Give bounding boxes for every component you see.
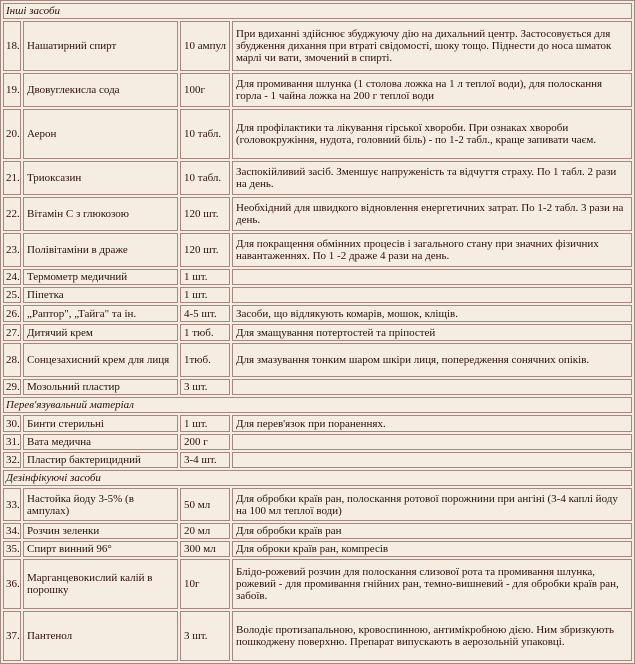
item-description — [232, 434, 632, 450]
item-name: Вітамін С з глюкозою — [23, 197, 178, 231]
item-quantity: 100г — [180, 73, 230, 107]
medicine-table-body — [3, 3, 632, 661]
table-row — [3, 611, 632, 661]
item-number: 27. — [3, 324, 21, 341]
table-row — [3, 109, 632, 159]
item-name: Спирт винний 96° — [23, 541, 178, 557]
item-number: 33. — [3, 488, 21, 521]
item-name: Триоксазин — [23, 161, 178, 195]
item-description — [232, 269, 632, 285]
section-header-row — [3, 470, 632, 486]
item-number: 32. — [3, 452, 21, 468]
table-row — [3, 269, 632, 285]
table-row — [3, 343, 632, 377]
item-number: 23. — [3, 233, 21, 267]
item-number: 19. — [3, 73, 21, 107]
item-name: Вата медична — [23, 434, 178, 450]
item-number: 20. — [3, 109, 21, 159]
item-number: 34. — [3, 523, 21, 539]
item-description: Для обробки країв ран, полоскання ротової порожнини при ангіні (3-4 каплі йоду на 100 мл теплої води) — [232, 488, 632, 521]
item-description: Для промивання шлунка (1 столова ложка на 1 л теплої води), для полоскання горла - 1 чайна ложка на 200 г теплої води — [232, 73, 632, 107]
item-quantity: 10г — [180, 559, 230, 609]
item-description: Для профілактики та лікування гірської хвороби. При ознаках хвороби (головокружіння, нудота, головний біль) - по 1-2 табл., краще запивати чаєм. — [232, 109, 632, 159]
item-description: При вдиханні здійснює збуджуючу дію на дихальний центр. Застосовується для збудження дихання при втраті свідомості, шоку тощо. Піднести до носа шматок марлі чи вати, змочений в спирті. — [232, 21, 632, 71]
table-row — [3, 523, 632, 539]
item-quantity: 3 шт. — [180, 379, 230, 395]
item-description: Засоби, що відлякують комарів, мошок, кліщів. — [232, 305, 632, 322]
item-description: Для оброки країв ран, компресів — [232, 541, 632, 557]
item-number: 22. — [3, 197, 21, 231]
item-quantity: 1 шт. — [180, 287, 230, 303]
item-name: Бинти стерильні — [23, 415, 178, 432]
table-row — [3, 452, 632, 468]
table-row — [3, 305, 632, 322]
item-description: Для змащування потертостей та пріпостей — [232, 324, 632, 341]
item-description: Для перев'язок при пораненнях. — [232, 415, 632, 432]
table-row — [3, 287, 632, 303]
table-row — [3, 233, 632, 267]
section-title: Дезінфікуючі засоби — [3, 470, 632, 486]
item-name: Пантенол — [23, 611, 178, 661]
section-title: Інші засоби — [3, 3, 632, 19]
table-row — [3, 415, 632, 432]
item-name: Марганцевокислий калій в порошку — [23, 559, 178, 609]
item-name: Двовуглекисла сода — [23, 73, 178, 107]
item-quantity: 1 шт. — [180, 269, 230, 285]
table-row — [3, 197, 632, 231]
item-quantity: 4-5 шт. — [180, 305, 230, 322]
item-quantity: 120 шт. — [180, 197, 230, 231]
item-description: Заспокійливий засіб. Зменшує напруженість та відчуття страху. По 1 табл. 2 рази на день. — [232, 161, 632, 195]
item-number: 37. — [3, 611, 21, 661]
item-number: 18. — [3, 21, 21, 71]
item-description: Блідо-рожевий розчин для полоскання слизової рота та промивання шлунка, рожевий - для промивання гнійних ран, темно-вишневий - для обробки країв ран, забоїв. — [232, 559, 632, 609]
item-quantity: 10 табл. — [180, 109, 230, 159]
section-title: Перев'язувальний матеріал — [3, 397, 632, 413]
section-header-row — [3, 3, 632, 19]
item-description: Для покращення обмінних процесів і загального стану при значних фізичних навантаженнях. По 1 -2 драже 4 рази на день. — [232, 233, 632, 267]
item-quantity: 120 шт. — [180, 233, 230, 267]
item-number: 21. — [3, 161, 21, 195]
item-quantity: 50 мл — [180, 488, 230, 521]
item-name: Розчин зеленки — [23, 523, 178, 539]
item-quantity: 1тюб. — [180, 343, 230, 377]
item-description — [232, 379, 632, 395]
item-number: 36. — [3, 559, 21, 609]
item-name: Дитячий крем — [23, 324, 178, 341]
item-number: 35. — [3, 541, 21, 557]
item-quantity: 10 ампул — [180, 21, 230, 71]
item-name: Сонцезахисний крем для лиця — [23, 343, 178, 377]
item-number: 29. — [3, 379, 21, 395]
item-quantity: 200 г — [180, 434, 230, 450]
item-number: 26. — [3, 305, 21, 322]
item-name: „Раптор", „Тайга" та ін. — [23, 305, 178, 322]
item-name: Нашатирний спирт — [23, 21, 178, 71]
table-row — [3, 161, 632, 195]
item-name: Пластир бактерицидний — [23, 452, 178, 468]
item-quantity: 3-4 шт. — [180, 452, 230, 468]
table-row — [3, 541, 632, 557]
item-name: Настойка йоду 3-5% (в ампулах) — [23, 488, 178, 521]
table-row — [3, 324, 632, 341]
table-row — [3, 379, 632, 395]
item-number: 31. — [3, 434, 21, 450]
item-quantity: 300 мл — [180, 541, 230, 557]
table-row — [3, 488, 632, 521]
item-number: 28. — [3, 343, 21, 377]
item-description: Для змазування тонким шаром шкіри лиця, попередження сонячних опіків. — [232, 343, 632, 377]
item-name: Аерон — [23, 109, 178, 159]
item-description — [232, 452, 632, 468]
item-number: 30. — [3, 415, 21, 432]
item-description: Необхідний для швидкого відновлення енергетичних затрат. По 1-2 табл. 3 рази на день. — [232, 197, 632, 231]
item-description — [232, 287, 632, 303]
section-header-row — [3, 397, 632, 413]
item-number: 25. — [3, 287, 21, 303]
table-row — [3, 73, 632, 107]
table-row — [3, 434, 632, 450]
item-name: Піпетка — [23, 287, 178, 303]
item-quantity: 3 шт. — [180, 611, 230, 661]
item-name: Термометр медичний — [23, 269, 178, 285]
table-row — [3, 21, 632, 71]
item-quantity: 1 шт. — [180, 415, 230, 432]
item-description: Володіє протизапальною, кровоспинною, антимікробною дією. Ним збризкують пошкоджену поверхню. Препарат випускають в аерозольній упаковці. — [232, 611, 632, 661]
item-number: 24. — [3, 269, 21, 285]
item-quantity: 20 мл — [180, 523, 230, 539]
item-name: Полівітаміни в драже — [23, 233, 178, 267]
item-quantity: 10 табл. — [180, 161, 230, 195]
item-quantity: 1 тюб. — [180, 324, 230, 341]
item-name: Мозольний пластир — [23, 379, 178, 395]
item-description: Для обробки країв ран — [232, 523, 632, 539]
table-row — [3, 559, 632, 609]
